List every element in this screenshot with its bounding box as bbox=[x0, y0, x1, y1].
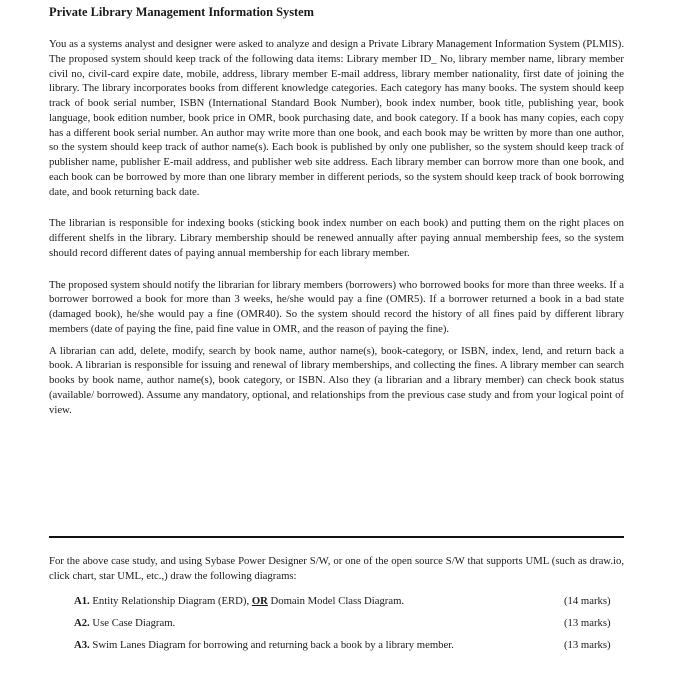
paragraph-fines: The proposed system should notify the librarian for library members (borrowers) who borrowed books for more than three weeks. If a borrower borrowed a book for more than 3 weeks, he/she would pay a fine (OMR5). If a borrower returned a book in a bad state (damaged book), he/she would pay a fine (OMR40). So the system should record the history of all fines paid by different library members (date of paying the fine, paid fine value in OMR, and the reason of paying the fine). bbox=[49, 278, 624, 335]
question-number: A1. bbox=[74, 595, 90, 607]
question-text: Swim Lanes Diagram for borrowing and returning back a book by a library member. bbox=[92, 639, 454, 651]
questions-intro: For the above case study, and using Sybase Power Designer S/W, or one of the open source S/W that supports UML (such as draw.io, click chart, star UML, etc.,) draw the following diagrams: bbox=[49, 555, 624, 582]
question-number: A3. bbox=[74, 639, 90, 651]
question-number: A2. bbox=[74, 617, 90, 629]
question-emphasis-or: OR bbox=[251, 595, 268, 607]
question-text-continued: Domain Model Class Diagram. bbox=[270, 595, 405, 607]
question-marks: (13 marks) bbox=[564, 617, 611, 629]
case-study-section bbox=[49, 4, 624, 417]
document-title: Private Library Management Information System bbox=[49, 5, 314, 19]
question-a2 bbox=[49, 616, 624, 638]
question-marks: (13 marks) bbox=[564, 639, 611, 651]
paragraph-librarian-duties: The librarian is responsible for indexing books (sticking book index number on each book) and putting them on the right places on different shelfs in the library. Library membership should be renewed annually after paying annual membership fees, so the system should record different dates of paying annual membership for each library member. bbox=[49, 217, 624, 259]
questions-section bbox=[49, 554, 624, 660]
question-a1 bbox=[49, 594, 624, 616]
paragraph-operations: A librarian can add, delete, modify, search by book name, author name(s), book-category, or ISBN, index, lend, and return back a book. A librarian is responsible for issuing and renewal of library memberships, and collecting the fines. A library member can search books by book name, author name(s), book category, or ISBN. Also they (a librarian and a library member) can check book status (available/ borrowed). Assume any mandatory, optional, and relationships from the previous case study and from your logical point of view. bbox=[49, 344, 624, 416]
question-a3 bbox=[49, 638, 624, 660]
question-text: Entity Relationship Diagram (ERD), bbox=[92, 595, 250, 607]
question-marks: (14 marks) bbox=[564, 595, 611, 607]
section-divider bbox=[49, 536, 624, 538]
paragraph-data-requirements: You as a systems analyst and designer were asked to analyze and design a Private Library Management Information System (PLMIS). The proposed system should keep track of the following data items: Library member ID_ No, library member name, library member civil no, civil-card expire date, mobile, address, library member E-mail address, library member nationality, first date of joining the library. The library incorporates books from different knowledge categories. Each category has many books. The system should keep track of book serial number, ISBN (International Standard Book Number), book index number, book title, publishing year, book language, book edition number, book price in OMR, book purchasing date, and book category. If a book has many copies, each copy has a different book serial number. An author may write more than one book, and each book may be written by more than one author, so the system should keep track of author name(s). Each book is published by only one publisher, so the system should keep track of publisher name, publisher E-mail address, and publisher web site address. Each library member can borrow more than one book, and each book can be borrowed by more than one library member in different periods, so the system should keep track of book borrowing date, and book returning back date. bbox=[49, 38, 624, 198]
question-text: Use Case Diagram. bbox=[92, 617, 176, 629]
